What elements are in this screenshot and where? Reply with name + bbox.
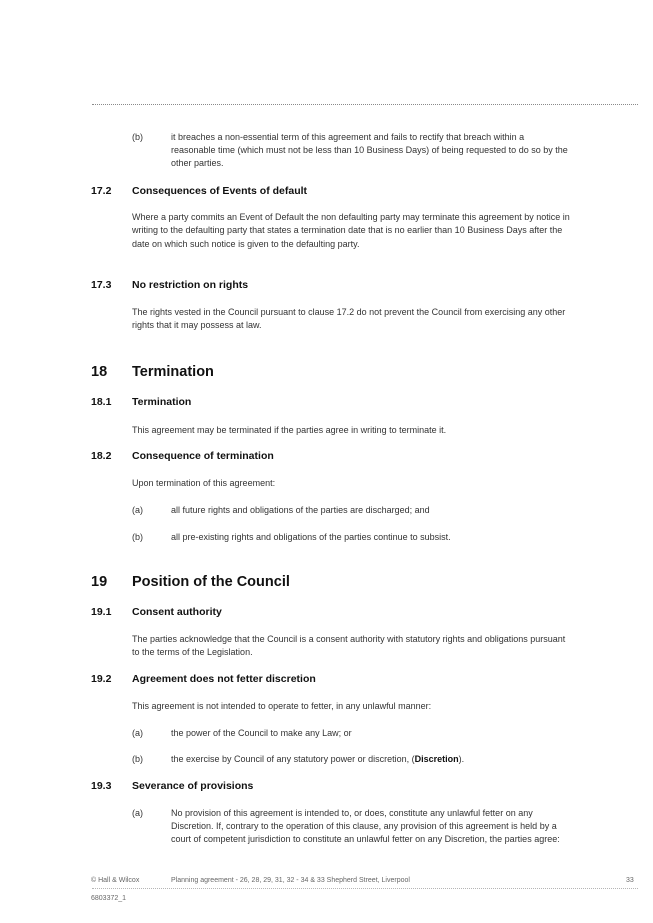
section-body: This agreement may be terminated if the parties agree in writing to terminate it. [132, 425, 447, 435]
section-number: 19.2 [91, 673, 112, 685]
section-heading: Consent authority [132, 606, 222, 618]
clause-number: 18 [91, 364, 108, 380]
item-label: (b) [132, 754, 143, 764]
item-label: (b) [132, 532, 143, 542]
section-heading: Agreement does not fetter discretion [132, 673, 316, 685]
document-id: 6803372_1 [91, 895, 127, 902]
defined-term: Discretion [414, 754, 459, 764]
section-number: 17.3 [91, 279, 112, 291]
item-label: (a) [132, 808, 143, 818]
section-heading: Termination [132, 396, 192, 408]
item-label: (a) [132, 728, 143, 738]
item-text: all pre-existing rights and obligations of the parties continue to subsist. [171, 532, 451, 542]
item-text-after: ). [458, 754, 465, 764]
section-body: The rights vested in the Council pursuant to clause 17.2 do not prevent the Council from exercising any other rights that it may possess at law. [132, 307, 566, 331]
clause-heading: Position of the Council [132, 574, 290, 590]
section-body: Upon termination of this agreement: [132, 478, 276, 488]
item-text-before: the exercise by Council of any statutory power or discretion, ( [171, 754, 415, 764]
clause-number: 19 [91, 574, 108, 590]
footer-title: Planning agreement - 26, 28, 29, 31, 32 - 34 & 33 Shepherd Street, Liverpool [171, 877, 410, 884]
section-number: 17.2 [91, 185, 112, 197]
footer-firm: © Hall & Wilcox [91, 877, 140, 884]
item-text: all future rights and obligations of the parties are discharged; and [171, 505, 430, 515]
clause-heading: Termination [132, 364, 214, 380]
item-text: it breaches a non-essential term of this agreement and fails to rectify that breach within a reasonable time (which must not be less than 10 Business Days) of being requested to do so by the other parties. [171, 132, 568, 168]
section-heading: Consequence of termination [132, 450, 274, 462]
footer-rule [92, 888, 638, 889]
section-heading: Severance of provisions [132, 780, 254, 792]
item-text: No provision of this agreement is intended to, or does, constitute any unlawful fetter on any Discretion. If, contrary to the operation of this clause, any provision of this agreement is held by a court of competent jurisdiction to constitute an unlawful fetter on any Discretion, the parties agree: [171, 808, 560, 844]
item-label: (a) [132, 505, 143, 515]
page-number: 33 [626, 877, 634, 884]
section-heading: No restriction on rights [132, 279, 249, 291]
section-body: Where a party commits an Event of Default the non defaulting party may terminate this agreement by notice in writing to the defaulting party that states a termination date that is no earlier than 10 Business Days after the date on which such notice is given to the defaulting party. [132, 212, 570, 249]
header-rule [92, 104, 638, 105]
section-number: 18.2 [91, 450, 112, 462]
section-number: 18.1 [91, 396, 112, 408]
item-text: the power of the Council to make any Law; or [171, 728, 352, 738]
section-number: 19.1 [91, 606, 112, 618]
section-body: This agreement is not intended to operate to fetter, in any unlawful manner: [132, 701, 432, 711]
section-body: The parties acknowledge that the Council is a consent authority with statutory rights and obligations pursuant to the terms of the Legislation. [132, 634, 566, 658]
item-text [171, 753, 571, 766]
item-label: (b) [132, 132, 143, 142]
section-number: 19.3 [91, 780, 112, 792]
section-heading: Consequences of Events of default [132, 185, 308, 197]
